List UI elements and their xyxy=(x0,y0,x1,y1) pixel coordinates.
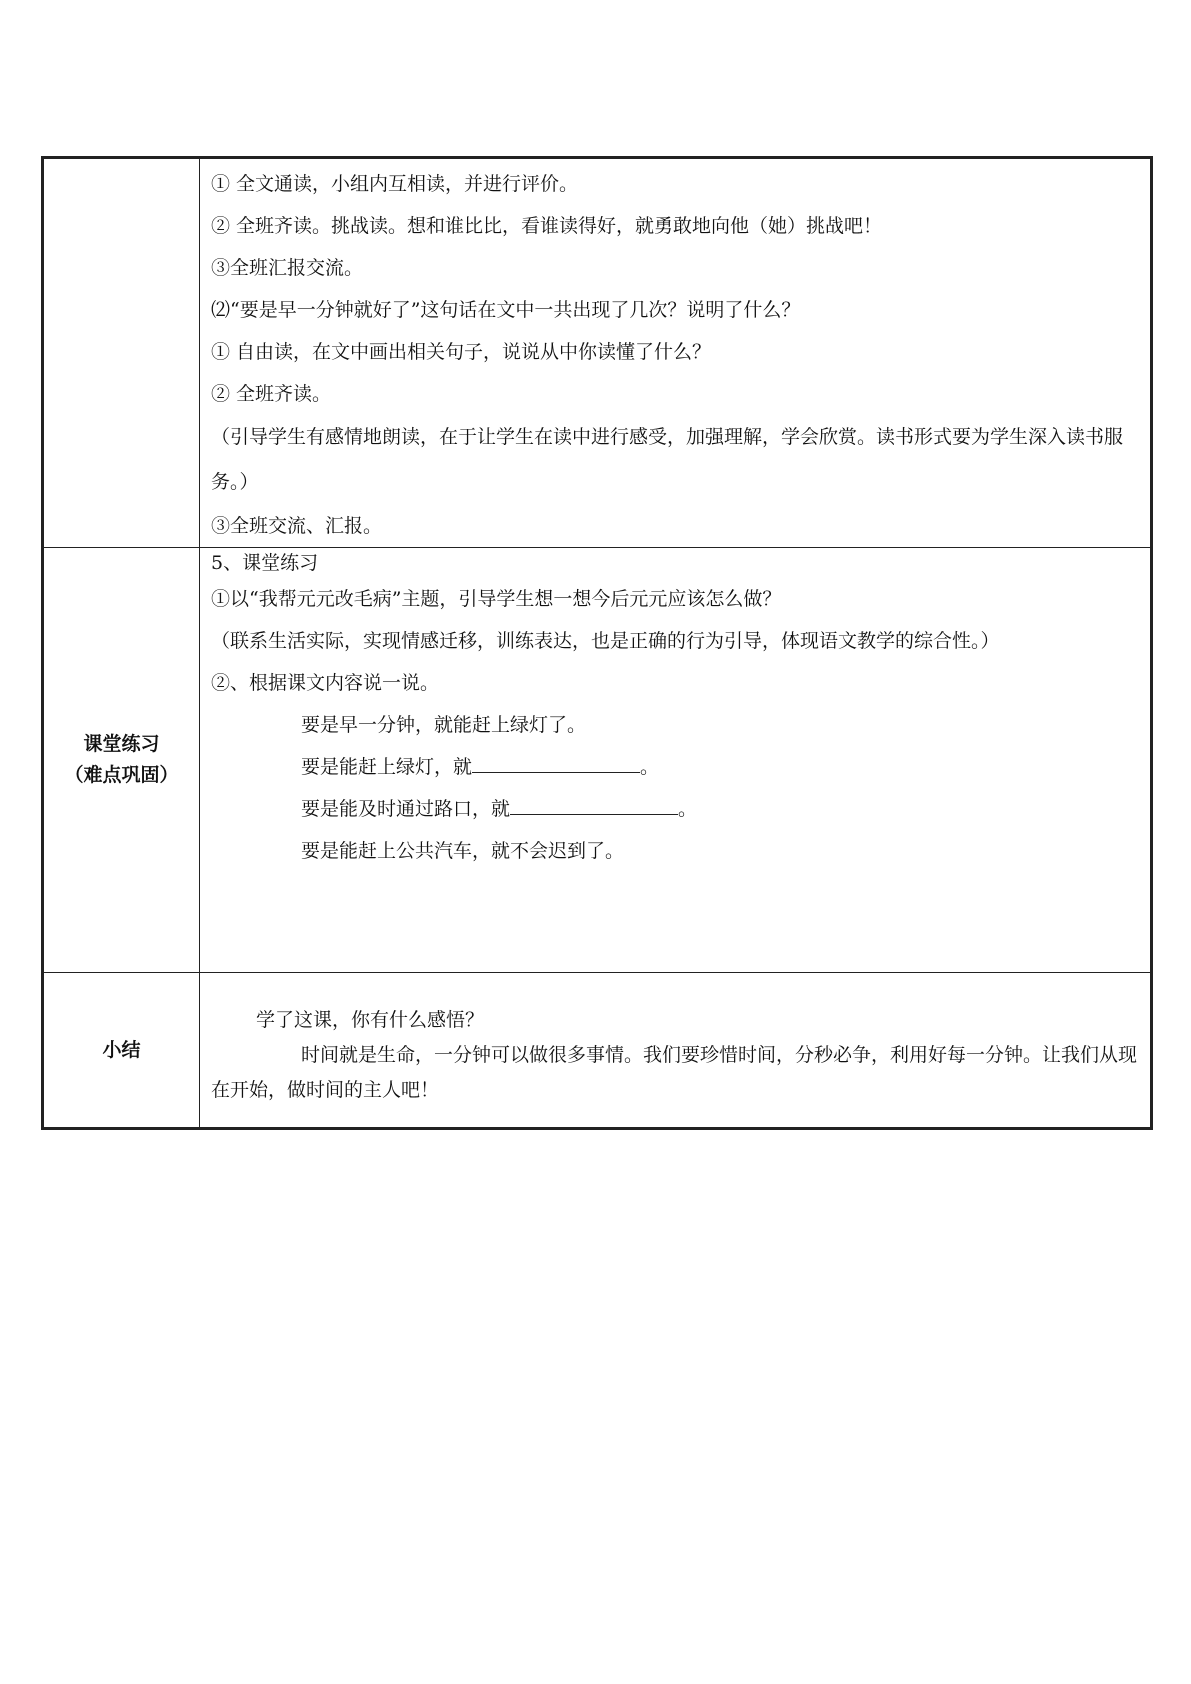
section-heading: 5、课堂练习 xyxy=(211,552,319,574)
sentence-suffix: 。 xyxy=(640,756,660,778)
row-label-empty xyxy=(43,158,200,548)
content-line: ① 自由读，在文中画出相关句子，说说从中你读懂了什么？ xyxy=(211,341,712,363)
content-line: ②、根据课文内容说一说。 xyxy=(211,672,440,694)
guidance-note: （引导学生有感情地朗读，在于让学生在读中进行感受，加强理解，学会欣赏。读书形式要为学生深入读书服务。） xyxy=(211,426,1124,493)
summary-answer xyxy=(211,1038,1140,1108)
answer-blank[interactable] xyxy=(510,792,678,815)
table-row-practice xyxy=(43,548,1152,973)
lesson-plan-table xyxy=(41,156,1153,1130)
fill-in-sentence xyxy=(211,746,1140,788)
answer-blank[interactable] xyxy=(472,750,640,773)
table-row-reading xyxy=(43,158,1152,548)
sentence-prefix: 要是能及时通过路口，就 xyxy=(301,798,511,820)
content-line: ② 全班齐读。挑战读。想和谁比比，看谁读得好，就勇敢地向他（她）挑战吧！ xyxy=(211,215,883,237)
practice-sublabel: （难点巩固） xyxy=(64,764,179,786)
table-row-summary xyxy=(43,973,1152,1129)
sentence-suffix: 。 xyxy=(678,798,698,820)
sentence-prefix: 要是能赶上绿灯，就 xyxy=(301,756,473,778)
summary-label: 小结 xyxy=(43,973,200,1129)
fill-in-sentence xyxy=(211,788,1140,830)
summary-content-cell xyxy=(200,973,1152,1129)
content-line: ② 全班齐读。 xyxy=(211,383,332,405)
summary-question: 学了这课，你有什么感悟？ xyxy=(256,1009,485,1031)
content-line: ① 全文通读，小组内互相读，并进行评价。 xyxy=(211,173,579,195)
practice-content-cell xyxy=(200,548,1152,973)
reading-content-cell xyxy=(200,158,1152,548)
content-line: ⑵“要是早一分钟就好了”这句话在文中一共出现了几次？说明了什么？ xyxy=(211,299,801,321)
example-sentence: 要是早一分钟，就能赶上绿灯了。 xyxy=(301,714,587,736)
content-line: ①以“我帮元元改毛病”主题，引导学生想一想今后元元应该怎么做？ xyxy=(211,588,782,610)
content-line: ③全班汇报交流。 xyxy=(211,257,364,279)
content-line: ③全班交流、汇报。 xyxy=(211,515,383,537)
row-label-practice xyxy=(43,548,200,973)
practice-label: 课堂练习 xyxy=(83,733,160,755)
content-line: （联系生活实际，实现情感迁移，训练表达，也是正确的行为引导，体现语文教学的综合性。） xyxy=(211,630,1000,652)
summary-answer-text: 时间就是生命，一分钟可以做很多事情。我们要珍惜时间，分秒必争，利用好每一分钟。让我们从现在开始，做时间的主人吧！ xyxy=(211,1044,1138,1101)
example-sentence: 要是能赶上公共汽车，就不会迟到了。 xyxy=(301,840,625,862)
